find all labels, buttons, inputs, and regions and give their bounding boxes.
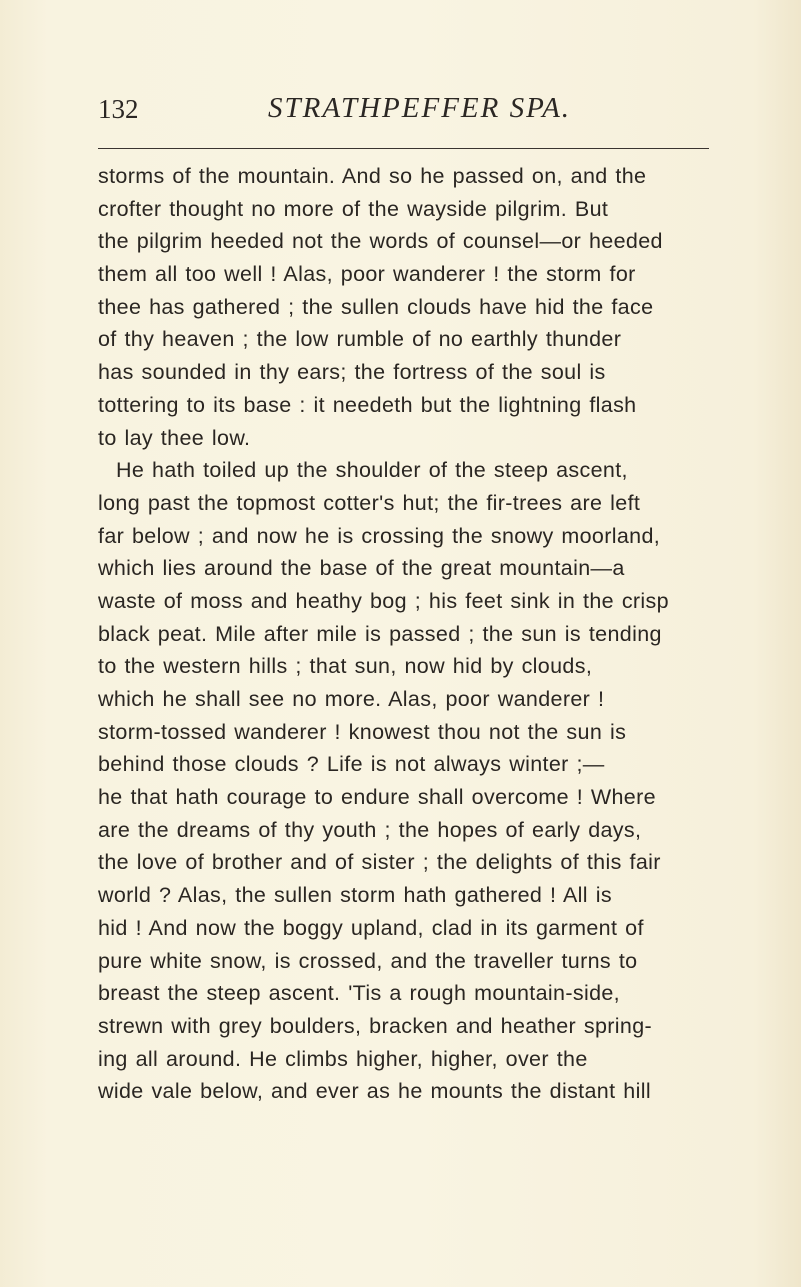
- text-line: are the dreams of thy youth ; the hopes of early days,: [98, 817, 642, 842]
- text-line: thee has gathered ; the sullen clouds have hid the face: [98, 294, 654, 319]
- text-line: behind those clouds ? Life is not always winter ;—: [98, 752, 605, 777]
- paragraph-start-line: He hath toiled up the shoulder of the steep ascent,: [116, 458, 628, 483]
- text-line: black peat. Mile after mile is passed ; the sun is tending: [98, 621, 662, 646]
- text-line: waste of moss and heathy bog ; his feet sink in the crisp: [98, 588, 669, 613]
- text-line: them all too well ! Alas, poor wanderer ! the storm for: [98, 262, 636, 287]
- text-line: storm-tossed wanderer ! knowest thou not the sun is: [98, 719, 627, 744]
- text-line: the love of brother and of sister ; the delights of this fair: [98, 850, 661, 875]
- running-head-title: STRATHPEFFER SPA.: [268, 92, 572, 124]
- text-line: world ? Alas, the sullen storm hath gathered ! All is: [98, 883, 612, 908]
- text-line: the pilgrim heeded not the words of counsel—or heeded: [98, 229, 663, 254]
- text-line: breast the steep ascent. 'Tis a rough mountain-side,: [98, 981, 621, 1006]
- text-line: to lay thee low.: [98, 425, 251, 450]
- text-line: wide vale below, and ever as he mounts the distant hill: [98, 1079, 651, 1104]
- text-line: of thy heaven ; the low rumble of no earthly thunder: [98, 327, 622, 352]
- text-line: storms of the mountain. And so he passed on, and the: [98, 164, 647, 188]
- text-line: which he shall see no more. Alas, poor wanderer !: [98, 687, 605, 711]
- body-text: [98, 160, 738, 1108]
- page-number: 132: [98, 94, 139, 124]
- text-line: long past the topmost cotter's hut; the fir-trees are left: [98, 490, 641, 515]
- text-line: tottering to its base : it needeth but the lightning flash: [98, 392, 637, 417]
- text-line: crofter thought no more of the wayside pilgrim. But: [98, 196, 609, 221]
- text-line: to the western hills ; that sun, now hid by clouds,: [98, 654, 593, 679]
- text-line: hid ! And now the boggy upland, clad in its garment of: [98, 915, 644, 940]
- text-line: strewn with grey boulders, bracken and heather spring-: [98, 1013, 653, 1038]
- text-line: pure white snow, is crossed, and the traveller turns to: [98, 948, 638, 973]
- text-line: far below ; and now he is crossing the snowy moorland,: [98, 523, 661, 548]
- text-line: he that hath courage to endure shall overcome ! Where: [98, 785, 656, 810]
- text-line: has sounded in thy ears; the fortress of the soul is: [98, 360, 606, 385]
- page-header: [98, 92, 710, 152]
- text-line: ing all around. He climbs higher, higher, over the: [98, 1046, 588, 1071]
- text-line: which lies around the base of the great mountain—a: [98, 556, 625, 581]
- header-rule: [98, 148, 709, 149]
